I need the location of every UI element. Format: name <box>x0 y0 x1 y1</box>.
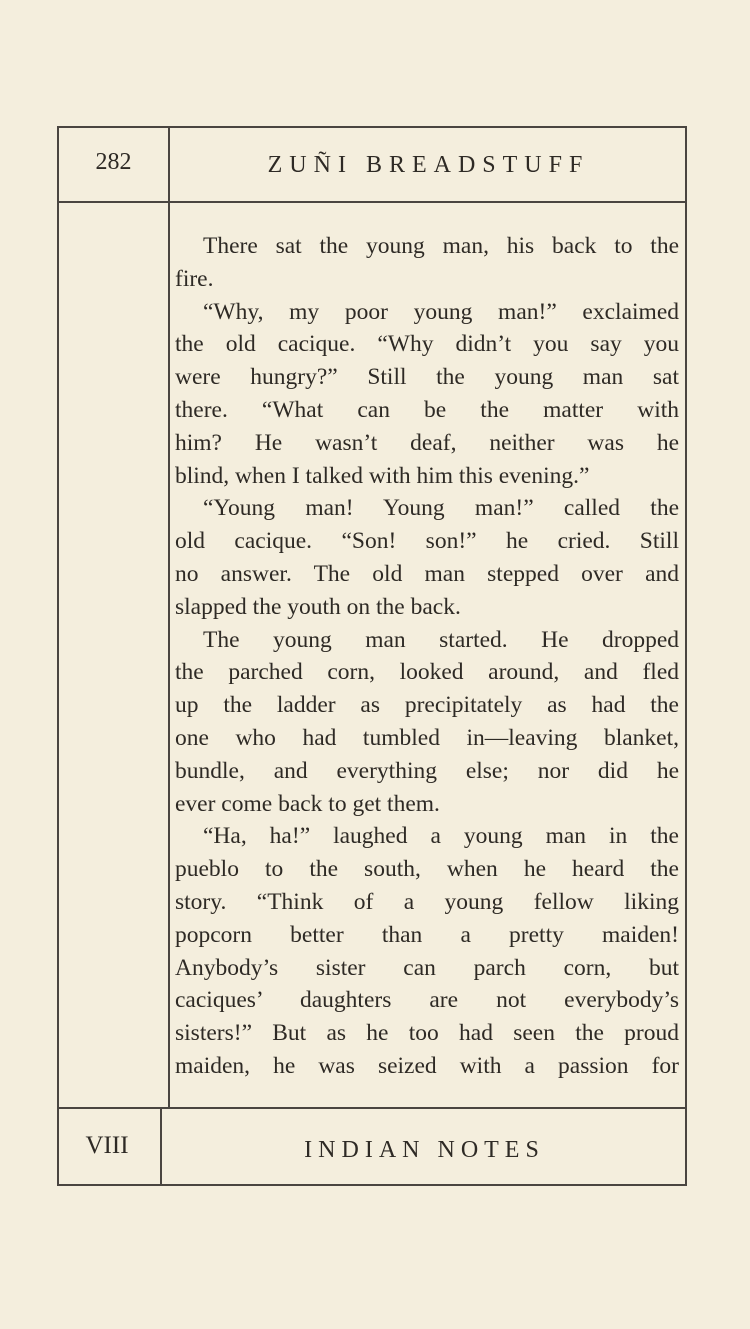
paragraph <box>175 296 679 493</box>
paragraph <box>175 492 679 623</box>
text-line: bundle, and everything else; nor did he <box>175 757 679 784</box>
paragraph <box>175 624 679 821</box>
running-title: ZUÑI BREADSTUFF <box>267 152 590 178</box>
text-line: maiden, he was seized with a passion for <box>175 1052 679 1079</box>
text-line: “Why, my poor young man!” exclaimed <box>203 298 679 325</box>
text-line: ever come back to get them. <box>175 790 440 817</box>
text-line: The young man started. He dropped <box>203 626 679 653</box>
text-line: old cacique. “Son! son!” he cried. Still <box>175 528 679 555</box>
text-line: him? He wasn’t deaf, neither was he <box>175 429 679 456</box>
text-line: there. “What can be the matter with <box>175 396 679 423</box>
series-title: INDIAN NOTES <box>304 1137 545 1163</box>
text-line: one who had tumbled in—leaving blanket, <box>175 724 679 751</box>
text-line: the old cacique. “Why didn’t you say you <box>175 331 679 358</box>
text-line: popcorn better than a pretty maiden! <box>175 921 679 948</box>
section-number: VIII <box>85 1132 129 1159</box>
header-rule <box>57 201 687 203</box>
text-line: caciques’ daughters are not everybody’s <box>175 987 679 1014</box>
text-line: the parched corn, looked around, and fled <box>175 659 679 686</box>
body-text <box>175 230 679 1083</box>
text-line: fire. <box>175 265 214 292</box>
text-line: pueblo to the south, when he heard the <box>175 856 679 883</box>
paragraph <box>175 230 679 296</box>
column-divider-top <box>168 126 170 1108</box>
text-line: sisters!” But as he too had seen the proud <box>175 1020 679 1047</box>
text-line: were hungry?” Still the young man sat <box>175 364 679 391</box>
text-line: There sat the young man, his back to the <box>203 233 679 259</box>
paragraph <box>175 820 679 1082</box>
text-line: “Young man! Young man!” called the <box>203 495 679 522</box>
text-line: up the ladder as precipitately as had the <box>175 692 679 719</box>
text-line: “Ha, ha!” laughed a young man in the <box>203 823 679 850</box>
footer-rule <box>57 1107 687 1109</box>
text-line: no answer. The old man stepped over and <box>175 560 679 587</box>
text-line: story. “Think of a young fellow liking <box>175 888 679 915</box>
text-line: slapped the youth on the back. <box>175 593 461 620</box>
text-line: blind, when I talked with him this evening.” <box>175 462 590 489</box>
text-line: Anybody’s sister can parch corn, but <box>175 954 679 981</box>
page-number: 282 <box>95 149 132 175</box>
